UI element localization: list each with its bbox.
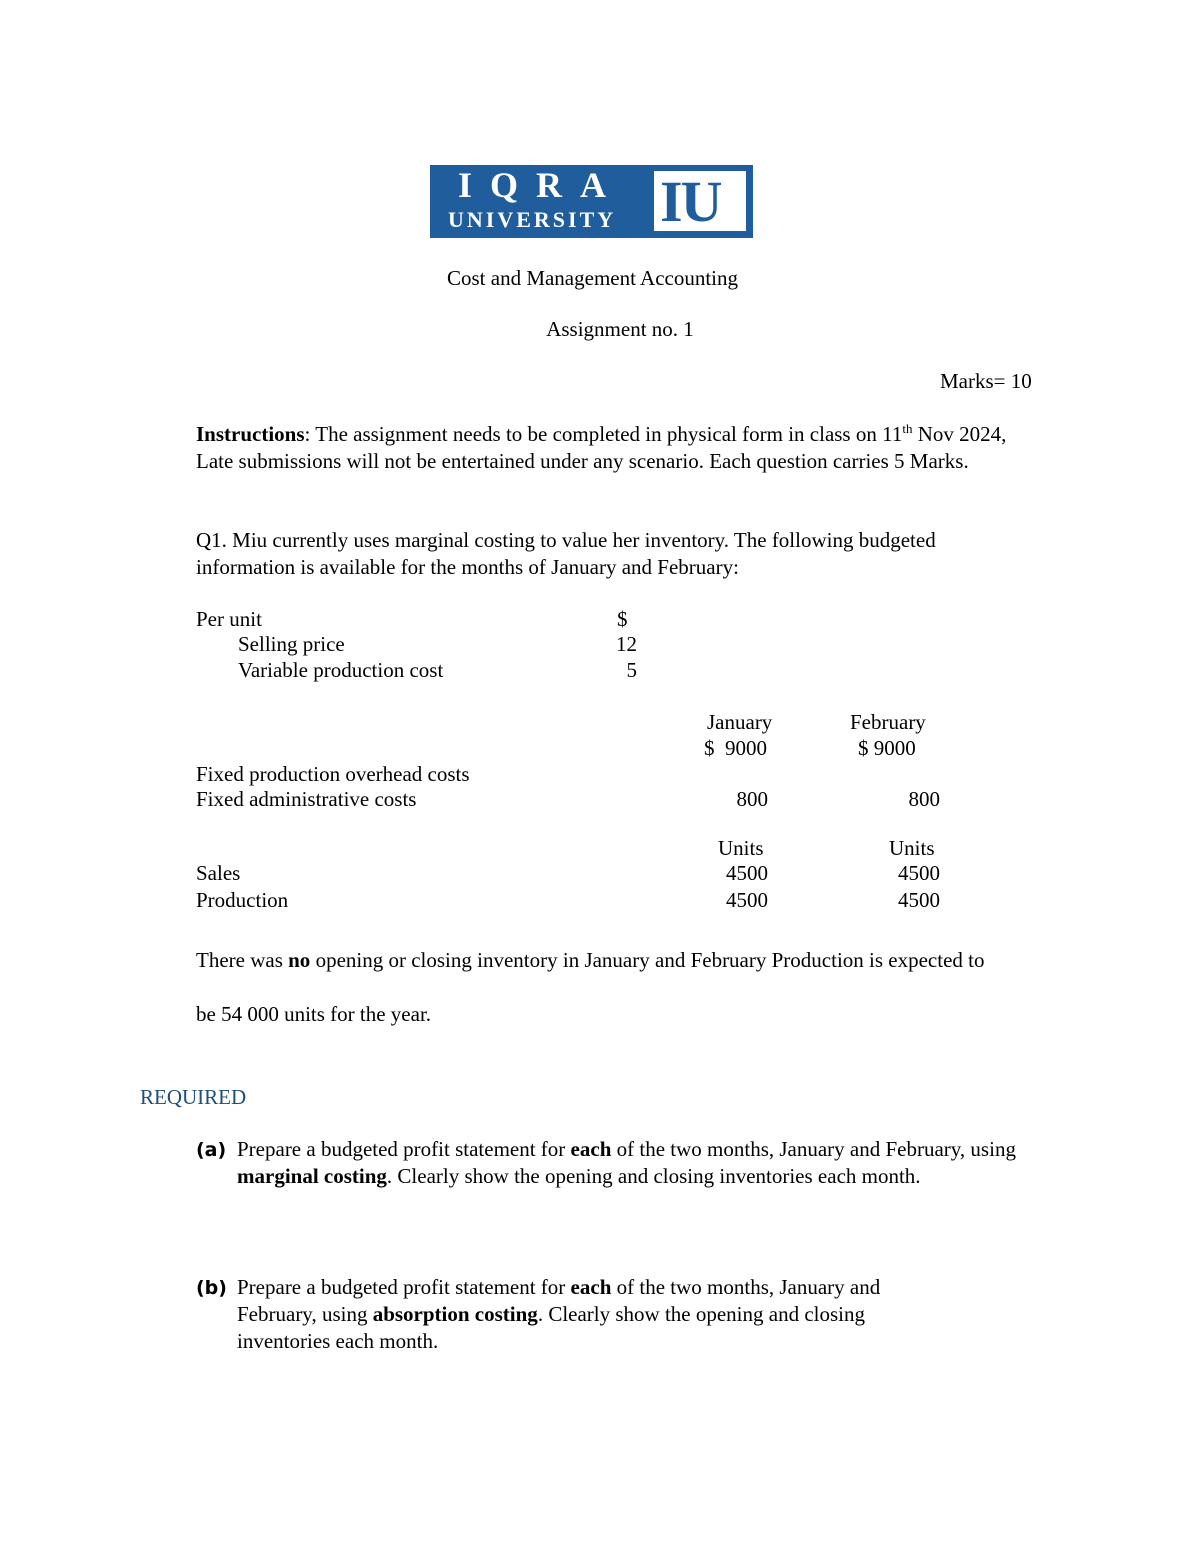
course-title: Cost and Management Accounting — [446, 266, 739, 290]
inventory-note-part1: There was — [196, 948, 289, 972]
sales-jan: 4500 — [726, 861, 768, 885]
inventory-note-bold: no — [288, 948, 311, 972]
production-jan: 4500 — [726, 888, 768, 912]
per-unit-label: Per unit — [196, 607, 262, 631]
fixed-admin-feb: 800 — [908, 787, 940, 811]
sales-label: Sales — [196, 861, 241, 885]
instructions-sup: th — [902, 421, 913, 436]
logo-university-text: UNIVERSITY — [448, 207, 617, 232]
february-amount: $ 9000 — [858, 736, 916, 760]
logo-iqra-text: IQRA — [458, 165, 625, 205]
required-a-label: (a) — [196, 1139, 227, 1161]
required-b-b1: each — [570, 1275, 612, 1299]
fixed-admin-jan: 800 — [736, 787, 768, 811]
production-label: Production — [196, 888, 289, 912]
required-b-label: (b) — [196, 1277, 227, 1299]
university-logo — [430, 165, 753, 238]
inventory-note — [196, 950, 985, 971]
q1-intro: Q1. Miu currently uses marginal costing to value her inventory. The following budgeted information is available for the months of January and February: — [196, 528, 936, 579]
month-february: February — [850, 710, 926, 734]
required-a-p3: . Clearly show the opening and closing inventories each month. — [386, 1164, 921, 1188]
variable-cost-value: 5 — [626, 658, 637, 682]
required-a-b1: each — [570, 1137, 612, 1161]
required-b-text — [237, 1274, 957, 1355]
required-a-p1: Prepare a budgeted profit statement for — [237, 1137, 571, 1161]
selling-price-value: 12 — [616, 632, 637, 656]
required-a-text — [237, 1136, 1047, 1190]
assignment-title: Assignment no. 1 — [546, 317, 694, 341]
sales-feb: 4500 — [898, 861, 940, 885]
required-a-p2: of the two months, January and February, using — [611, 1137, 1016, 1161]
inventory-note-part2: opening or closing inventory in January and February Production is expected to — [310, 948, 985, 972]
instructions-text: : The assignment needs to be completed in physical form in class on 11 — [304, 422, 903, 446]
inventory-note-line2: be 54 000 units for the year. — [196, 1002, 432, 1026]
variable-cost-label: Variable production cost — [238, 658, 444, 682]
required-b-p2: of the two months, January and February, using — [237, 1275, 881, 1326]
instructions-label: Instructions — [196, 422, 305, 446]
instructions-text-end: Nov 2024, Late submissions will not be entertained under any scenario. Each question carries 5 Marks. — [196, 422, 1007, 473]
required-heading: REQUIRED — [140, 1085, 247, 1109]
logo-iu-mark: IU — [660, 169, 721, 234]
january-amount: $ 9000 — [704, 736, 767, 760]
units-header-feb: Units — [889, 836, 935, 860]
production-feb: 4500 — [898, 888, 940, 912]
fixed-admin-label: Fixed administrative costs — [196, 787, 417, 811]
required-a-b2: marginal costing — [237, 1164, 387, 1188]
fixed-production-overhead-label: Fixed production overhead costs — [196, 762, 470, 786]
required-b-p1: Prepare a budgeted profit statement for — [237, 1275, 571, 1299]
selling-price-label: Selling price — [238, 632, 345, 656]
logo-iu-box — [654, 169, 746, 234]
month-january: January — [707, 710, 773, 734]
marks: Marks= 10 — [940, 369, 1032, 393]
required-b-p3: . Clearly show the opening and closing inventories each month. — [237, 1302, 866, 1353]
instructions-paragraph — [196, 421, 1036, 475]
required-b-b2: absorption costing — [372, 1302, 538, 1326]
units-header-jan: Units — [718, 836, 764, 860]
currency-symbol: $ — [617, 607, 628, 631]
